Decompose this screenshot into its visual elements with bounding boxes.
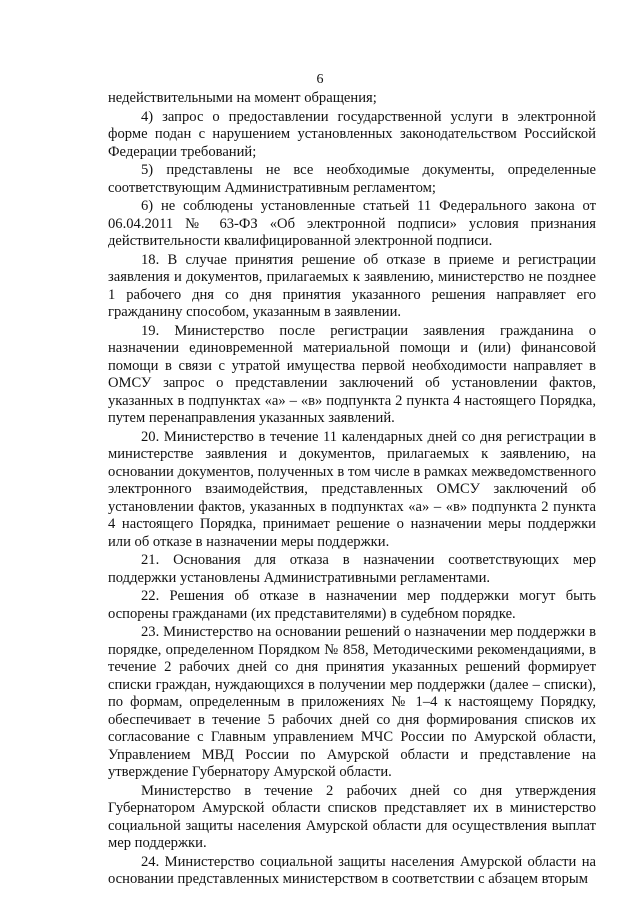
paragraph-2: 4) запрос о предоставлении государственной услуги в электронной форме подан с нарушением установленных законодательством Российской Федерации требований; — [108, 108, 596, 160]
paragraph-1: недействительными на момент обращения; — [108, 90, 377, 106]
paragraph-12: 24. Министерство социальной защиты населения Амурской области на основании представленных министерством в соответствии с абзацем вторым — [108, 853, 596, 887]
paragraph-10: 23. Министерство на основании решений о назначении мер поддержки в порядке, определенном Порядком № 858, Методическими рекомендациями, в течение 2 рабочих дней со дня принятия указанных решений формирует списки граждан, нуждающихся в получении мер поддержки (далее – списки), по формам, определенным в приложениях № 1–4 к настоящему Порядку, обеспечивает в течение 5 рабочих дней со дня формирования списков их согласование с Главным управлением МЧС России по Амурской области, Управлением МВД России по Амурской области и представление на утверждение Губернатору Амурской области. — [108, 624, 596, 780]
paragraph-3: 5) представлены не все необходимые документы, определенные соответствующим Административным регламентом; — [108, 162, 596, 196]
page-number: 6 — [316, 72, 324, 87]
paragraph-4: 6) не соблюдены установленные статьей 11 Федерального закона от 06.04.2011 № 63-ФЗ «Об электронной подписи» условия признания действительности квалифицированной электронной подписи. — [108, 198, 596, 249]
document-body — [108, 90, 596, 889]
paragraph-5: 18. В случае принятия решение об отказе в приеме и регистрации заявления и документов, прилагаемых к заявлению, министерство не позднее 1 рабочего дня со дня принятия указанного решения направляет его гражданину способом, указанным в заявлении. — [108, 251, 596, 320]
paragraph-6: 19. Министерство после регистрации заявления гражданина о назначении единовременной материальной помощи и (или) финансовой помощи в связи с утратой имущества первой необходимости направляет в ОМСУ запрос о представлении заключений об установлении фактов, указанных в подпунктах «а» – «в» подпункта 2 пункта 4 настоящего Порядка, путем перенаправления указанных заявлений. — [108, 322, 596, 426]
paragraph-7: 20. Министерство в течение 11 календарных дней со дня регистрации в министерстве заявления и документов, прилагаемых к заявлению, на основании документов, полученных в том числе в рамках межведомственного электронного взаимодействия, представленных ОМСУ заключений об установлении фактов, указанных в подпунктах «а» – «в» подпункта 2 пункта 4 настоящего Порядка, принимает решение о назначении меры поддержки или об отказе в назначении меры поддержки. — [108, 428, 596, 550]
paragraph-8: 21. Основания для отказа в назначении соответствующих мер поддержки установлены Административными регламентами. — [108, 552, 596, 586]
paragraph-11: Министерство в течение 2 рабочих дней со дня утверждения Губернатором Амурской области списков представляет их в министерство социальной защиты населения Амурской области для осуществления выплат мер поддержки. — [108, 782, 596, 851]
paragraph-9: 22. Решения об отказе в назначении мер поддержки могут быть оспорены гражданами (их представителями) в судебном порядке. — [108, 588, 596, 622]
